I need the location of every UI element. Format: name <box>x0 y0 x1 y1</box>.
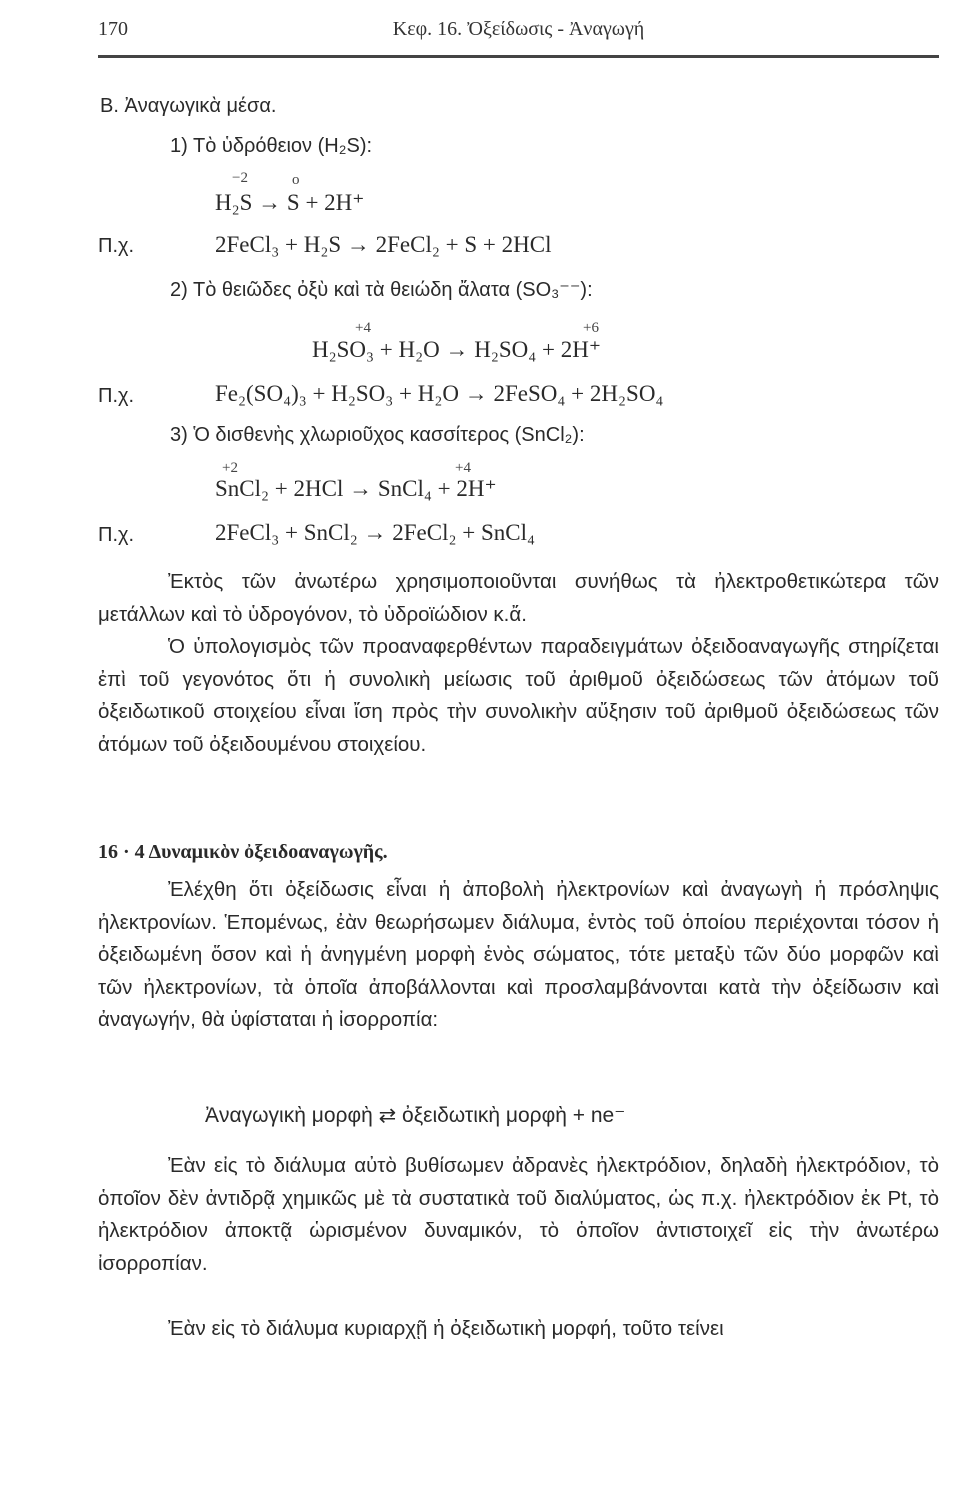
item2-title: 2) Τὸ θειῶδες ὀξὺ καὶ τὰ θειώδη ἄλατα (SO₃⁻⁻): <box>170 279 593 301</box>
running-title: Κεφ. 16. Ὀξείδωσις - Ἀναγωγή <box>392 18 645 40</box>
header-rule <box>98 55 939 58</box>
item3-reaction: SnCl₂ + 2HCl → SnCl₄ + 2H⁺ <box>215 476 497 501</box>
item3-title: 3) Ὁ δισθενὴς χλωριοῦχος κασσίτερος (SnCl₂): <box>170 424 585 446</box>
item2-example-label: Π.χ. <box>98 385 135 407</box>
item1-oxidation-a: −2 <box>232 170 248 186</box>
paragraph-3: Ἐλέχθη ὅτι ὀξείδωσις εἶναι ἡ ἀποβολὴ ἠλεκτρονίων καὶ ἀναγωγὴ ἡ πρόσληψις ἠλεκτρονίων. Ἑπομένως, ἐὰν θεωρήσωμεν διάλυμα, ἐντὸς τοῦ ὁποίου περιέχονται τόσον ἡ ὀξειδωμένη ὅσον καὶ ἡ ἀνηγμένη μορφὴ ἑνὸς σώματος, τότε μεταξὺ τῶν δύο μορφῶν καὶ τῶν ἠλεκτρονίων, τὰ ὁποῖα ἀποβάλλονται καὶ προσλαμβάνονται κατὰ τὴν ὀξείδωσιν καὶ ἀναγωγήν, θὰ ὑφίσταται ἡ ἰσορροπία: <box>98 878 939 1032</box>
equilibrium-equation: Ἀναγωγικὴ μορφὴ ⇄ ὀξειδωτικὴ μορφὴ + ne⁻ <box>205 1104 626 1127</box>
item3-example-label: Π.χ. <box>98 524 135 546</box>
paragraph-1: Ἐκτὸς τῶν ἀνωτέρω χρησιμοποιοῦνται συνήθως τὰ ἠλεκτροθετικώτερα τῶν μετάλλων καὶ τὸ ὑδρογόνον, τὸ ὑδροϊώδιον κ.ἄ. <box>98 570 939 626</box>
item2-oxidation-a: +4 <box>355 320 371 336</box>
item2-oxidation-b: +6 <box>583 320 599 336</box>
item3-oxidation-b: +4 <box>455 460 471 476</box>
running-header <box>98 18 939 48</box>
section-heading: 16 · 4 Δυναμικὸν ὀξειδοαναγωγῆς. <box>98 841 388 863</box>
page-number: 170 <box>98 18 128 40</box>
paragraph-4: Ἐὰν εἰς τὸ διάλυμα αὐτὸ βυθίσωμεν ἀδρανὲς ἠλεκτρόδιον, δηλαδὴ ἠλεκτρόδιον, τὸ ὁποῖον δὲν ἀντιδρᾷ χημικῶς μὲ τὰ συστατικὰ τοῦ διαλύματος, ὡς π.χ. ἠλεκτρόδιον ἐκ Pt, τὸ ἠλεκτρόδιον ἀποκτᾷ ὡρισμένον δυναμικόν, τὸ ὁποῖον ἀντιστοιχεῖ εἰς τὴν ἀνωτέρω ἰσορροπίαν. <box>98 1154 939 1275</box>
item2-reaction: H₂SO₃ + H₂O → H₂SO₄ + 2H⁺ <box>312 337 602 362</box>
item3-example: 2FeCl₃ + SnCl₂ → 2FeCl₂ + SnCl₄ <box>215 520 536 545</box>
item1-example: 2FeCl₃ + H₂S → 2FeCl₂ + S + 2HCl <box>215 232 552 257</box>
paragraph-2: Ὁ ὑπολογισμὸς τῶν προαναφερθέντων παραδειγμάτων ὀξειδοαναγωγῆς στηρίζεται ἐπὶ τοῦ γεγονότος ὅτι ἡ συνολικὴ μείωσις τοῦ ἀριθμοῦ ὀξειδώσεως τῶν ἀτόμων τοῦ ὀξειδωτικοῦ στοιχείου εἶναι ἴση πρὸς τὴν συνολικὴν αὔξησιν τοῦ ἀριθμοῦ ὀξειδώσεως τῶν ἀτόμων τοῦ ὀξειδουμένου στοιχείου. <box>98 635 939 756</box>
item1-example-label: Π.χ. <box>98 235 135 257</box>
section-b-title: Β. Ἀναγωγικὰ μέσα. <box>100 95 277 117</box>
item1-reaction: H₂S → S + 2H⁺ <box>215 190 365 215</box>
item2-example: Fe₂(SO₄)₃ + H₂SO₃ + H₂O → 2FeSO₄ + 2H₂SO₄ <box>215 381 664 406</box>
paragraph-5: Ἐὰν εἰς τὸ διάλυμα κυριαρχῇ ἡ ὀξειδωτικὴ μορφή, τοῦτο τείνει <box>168 1317 724 1340</box>
item1-title: 1) Τὸ ὑδρόθειον (H₂S): <box>170 135 373 157</box>
item1-oxidation-b: o <box>292 172 300 188</box>
item3-oxidation-a: +2 <box>222 460 238 476</box>
